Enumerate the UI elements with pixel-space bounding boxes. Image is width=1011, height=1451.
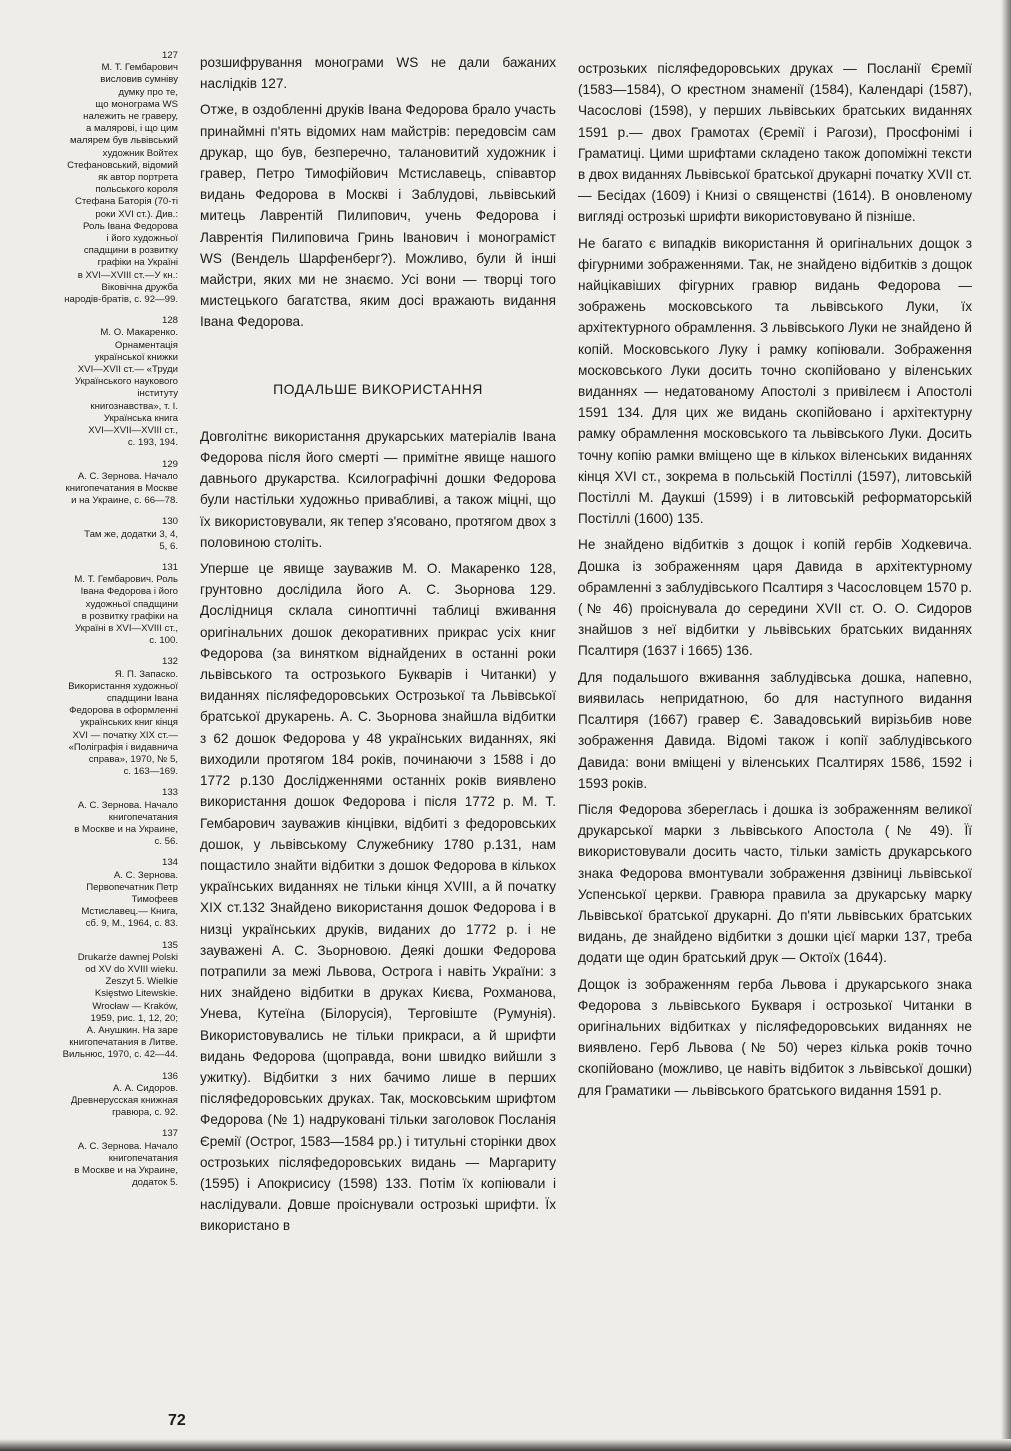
paragraph: Довголітнє використання друкарських матеріалів Івана Федорова після його смерті — примітне явище нашого давнього друкарства. Ксилографічні дошки Федорова були настільки художньо привабливі, а також міцні, що їх використовували, як тепер з'ясовано, протягом двох з половиною століть. [200,428,556,550]
footnote-131: 131 М. Т. Гембарович. Роль Івана Федорова і його художньої спадщини в розвитку графіки на Україні в XVI—XVIII ст., с. 100. [74,561,178,647]
paragraph: Після Федорова збереглась і дошка із зображенням великої друкарської марки з львівського Апостола (№ 49). Її використовували досить часто, тільки замість друкарського знака Федорова вмонтували зображення дзвіниці львівської Успенської церкви. Гравюра правила за друкарську марку Львівської братської друкарні. До п'яти львівських братських видань, де знайдено відбитки з дошки цієї марки 137, треба додати ще один братський друк — Октоїх (1644). [578,801,972,966]
footnote-127: 127 М. Т. Гембарович висловив сумніву думку про те, що монограма WS належить не граверу, а малярові, і що цим малярем був львівський художник Войтех Стефановський, відомий як автор портрета польського короля Стефана Баторія (70-ті роки XVI ст.). Див.: Роль Івана Федорова і його художньої спадщини в розвитку графіки на Україні в XVI—XVIII ст.—У кн.: Віковічна дружба народів-братів, с. 92—99. [64,50,178,306]
paragraph: Дощок із зображенням герба Львова і друкарського знака Федорова з львівського Букваря і острозької Читанки в оригінальних відбитках у післяфедоровських виданнях не виявлено. Герб Львова (№ 50) через кілька років точно скопійовано (можливо, це навіть відбиток з львівської дошки) для Граматики — львівського братського видання 1591 р. [578,976,972,1098]
footnote-137: 137 А. С. Зернова. Начало книгопечатания в Москве и на Украине, додаток 5. [74,1128,178,1189]
paragraph: острозьких післяфедоровських друках — Посланії Єремії (1583—1584), О крестном знаменії (1584), Календарі (1587), Часослові (1598), у перших львівських братських виданнях 1591 р.— двох Грамотах (Єремії і Рагози), Просфонімі і Граматиці. Цими шрифтами складено також допоміжні тексти в двох виданнях Львівської братської друкарні початку XVII ст.— Бесідах (1609) і Книзі о священстві (1614). В оновленому вигляді острозькі шрифти використовувано й пізніше. [578,61,972,225]
paragraph: Отже, в оздобленні друків Івана Федорова брало участь принаймні п'ять відомих нам майстрів: передовсім сам друкар, що був, безперечно, талановитий художник і гравер, Петро Тимофійович Мстиславець, співавтор видань Федорова в Москві і Заблудові, львівський митець Лаврентій Пилипович, учень Федорова і Лаврентія Пилиповича Гринь Іванович і монограміст WS (Вендель Шарфенберг?). Можливо, були й інші майстри, яких ми не знаємо. Усі вони — творці того мистецького багатства, яким досі вражають видання Івана Федорова. [200,102,556,330]
right-text-column [578,58,972,1106]
margin-notes [2,50,178,1198]
page-edge-shadow [1001,0,1011,1451]
paragraph: Не знайдено відбитків з дощок і копій гербів Ходкевича. Дошка із зображенням царя Давида в архітектурному обрамленні з заблудівського Псалтиря з Часословцем 1570 р. (№ 46) проіснувала до середини XVII ст. О. О. Сидоров знайшов з неї відбитки у львівських братських виданнях Псалтиря (1637 і 1665) 136. [578,537,972,659]
paragraph: Для подальшого вживання заблудівська дошка, напевно, виявилась непридатною, бо для наступного видання Псалтиря (1667) гравер Є. Завадовський вирізьбив нове зображення Давида. Відомі також і копії заблудівського Давида: вони вміщені у віленських Псалтирях 1586, 1592 і 1593 років. [578,669,972,791]
footnote-129: 129 А. С. Зернова. Начало книгопечатания в Москве и на Украине, с. 66—78. [65,458,178,507]
footnote-135: 135 Drukarże dawnej Polski od XV do XVIII wieku. Zeszyt 5. Wielkie Księstwo Litewskie. Wrocław — Kraków, 1959, рис. 1, 12, 20; А. Анушкин. На заре книгопечатания в Литве. Вильнюс, 1970, с. 42—44. [62,939,178,1061]
footnote-133: 133 А. С. Зернова. Начало книгопечатания в Москве и на Украине, с. 56. [74,787,178,848]
footnote-136: 136 А. А. Сидоров. Древнерусская книжная гравюра, с. 92. [70,1070,178,1119]
footnote-134: 134 А. С. Зернова. Первопечатник Петр Тимофеев Мстиславец.— Книга, сб. 9, М., 1964, с. 83. [81,857,178,930]
page-number: 72 [168,1412,186,1429]
paragraph: розшифрування монограми WS не дали бажаних наслідків 127. [200,55,556,92]
section-heading: ПОДАЛЬШЕ ВИКОРИСТАННЯ [273,380,483,397]
page-bottom-shadow [0,1439,1011,1451]
footnote-130: 130 Там же, додатки 3, 4, 5, 6. [84,516,178,552]
footnote-128: 128 М. О. Макаренко. Орнаментація української книжки XVI—XVII ст.— «Труди Українського наукового інституту книгознавства», т. І. Українська книга XVI—XVII—XVIII ст., с. 193, 194. [74,315,178,449]
paragraph: Не багато є випадків використання й оригінальних дощок з фігурними зображеннями. Так, не знайдено відбитків з дощок найцікавіших фігурних гравюр видань Федорова — зображень московського та львівського Луки, їх архітектурного обрамлення. З львівського Луки не знайдено й копій. Московського Луку і рамку копіювали. Зображення московського Луки досить точно скопійовано у віленських виданнях — недатованому Апостолі з привілеєм і Апостолі 1591 134. Для цих же видань скопійовано і архітектурну рамку обрамлення московського та львівського Луки. Досить точну копію рамки вміщено ще в кількох віленських виданнях кінця XVI ст., зокрема в польській Постіллі (1597), литовській Постіллі М. Даукші (1599) і в литовській реформаторській Постіллі (1600) 135. [578,235,972,527]
footnote-132: 132 Я. П. Запаско. Використання художньої спадщини Івана Федорова в оформленні українських книг кінця XVI — початку XIX ст.— «Поліграфія і видавнича справа», 1970, № 5, с. 163—169. [68,656,178,778]
paragraph: Уперше це явище зауважив М. О. Макаренко 128, грунтовно дослідила його А. С. Зьорнова 129. Дослідниця склала синоптичні таблиці вживання оригінальних дошок декоративних прикрас усіх книг Федорова (за винятком віднайдених в останні роки львівського та острозького Букварів і Читанки) у виданнях післяфедоровських Острозької та Львівської братської друкарень. А. С. Зьорнова знайшла відбитки з 62 дошок Федорова у 48 українських виданнях, які виходили протягом 184 років, починаючи з 1588 і до 1772 р.130 Дослідженнями останніх років виявлено використання дошок Федорова і після 1772 р. М. Т. Гембарович зауважив кінцівки, відбиті з федоровських дошок, у львівському Служебнику 1780 р.131, нам пощастило знайти відбитки з дошок Федорова в кількох українських виданнях не тільки кінця XVIII, а й початку XIX ст.132 Знайдено використання дошок Федорова і в низці українських друків, виданих до 1772 р. і не зауважені А. С. Зьорновою. Деякі дошки Федорова потрапили за межі Львова, Острога і навіть України: з них знайдено відбитки в друках Києва, Рохманова, Унева, Кутеїна (Білорусія), Терговіште (Румунія). Використовувались не тільки прикраси, а й шрифти видань Федорова (щоправда, вони швидко вийшли з ужитку). Відбитки з них бачимо лише в перших післяфедоровських друках. Так, московським шрифтом Федорова (№ 1) надруковані тільки заголовок Посланія Єремії (Острог, 1583—1584 рр.) і титульні сторінки двох острозьких післяфедоровських видань — Маргариту (1595) і Апокрисису (1598) 133. Потім їх копіювали і наслідували. Довше проіснували острозькі шрифти. Їх використано в [200,561,556,1234]
middle-text-column [200,52,556,1242]
